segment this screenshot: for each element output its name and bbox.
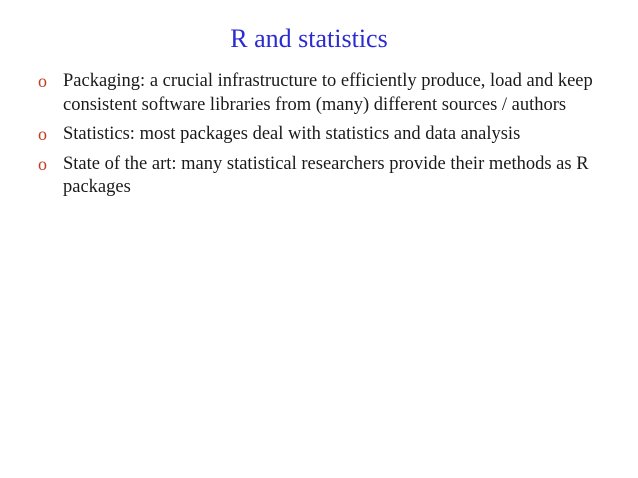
bullet-item-statistics (38, 123, 598, 147)
bullet-text: State of the art: many statistical researchers provide their methods as R packages (63, 153, 589, 197)
bullet-text: Statistics: most packages deal with statistics and data analysis (63, 124, 521, 144)
bullet-text: Packaging: a crucial infrastructure to efficiently produce, load and keep consistent software libraries from (many) different sources / authors (63, 71, 593, 115)
slide-title: R and statistics (230, 24, 388, 53)
bullet-marker-icon: o (38, 124, 47, 144)
bullet-list (38, 70, 598, 206)
bullet-marker-icon: o (38, 71, 47, 91)
bullet-marker-icon: o (38, 153, 47, 174)
bullet-item-state-of-the-art (38, 153, 598, 200)
bullet-item-packaging (38, 70, 598, 117)
